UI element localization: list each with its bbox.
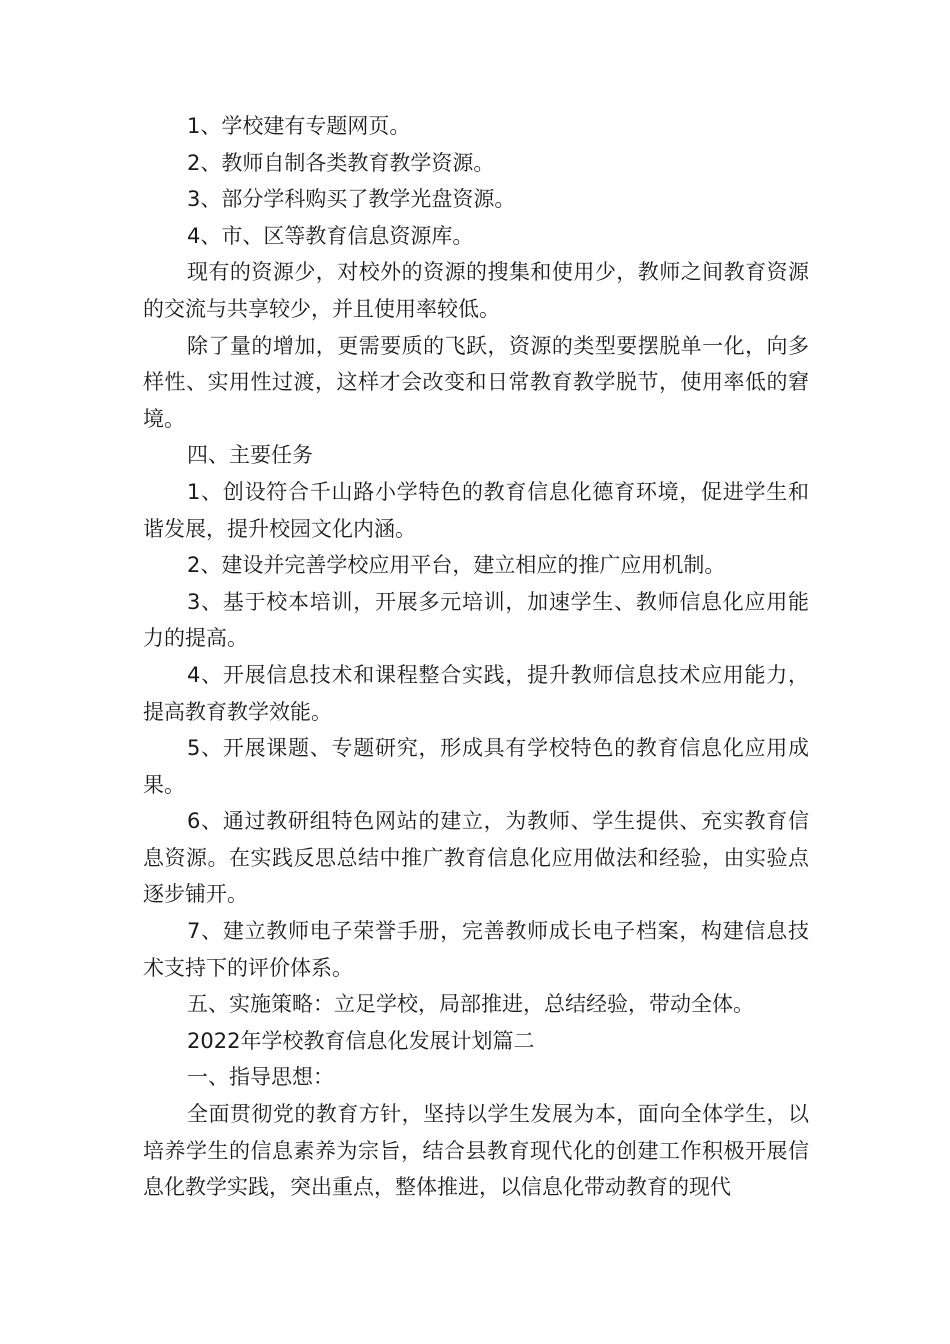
task-item-4: 4、开展信息技术和课程整合实践，提升教师信息技术应用能力，提高教育教学效能。 <box>143 662 809 724</box>
task-item-1: 1、创设符合千山路小学特色的教育信息化德育环境，促进学生和谐发展，提升校园文化内涵。 <box>143 479 809 541</box>
document-body <box>143 108 809 1206</box>
task-item-7: 7、建立教师电子荣誉手册，完善教师成长电子档案，构建信息技术支持下的评价体系。 <box>143 919 809 980</box>
list-item-4: 4、市、区等教育信息资源库。 <box>187 223 474 248</box>
task-item-6: 6、通过教研组特色网站的建立，为教师、学生提供、充实教育信息资源。在实践反思总结中推广教育信息化应用做法和经验，由实验点逐步铺开。 <box>143 809 809 907</box>
list-item-2: 2、教师自制各类教育教学资源。 <box>187 150 495 175</box>
paragraph-resource-improvement: 除了量的增加，更需要质的飞跃，资源的类型要摆脱单一化，向多样性、实用性过渡，这样才会改变和日常教育教学脱节，使用率低的窘境。 <box>143 333 809 431</box>
section-heading-guiding-thought: 一、指导思想： <box>187 1065 334 1090</box>
list-item-3: 3、部分学科购买了教学光盘资源。 <box>187 187 516 212</box>
task-item-3: 3、基于校本培训，开展多元培训，加速学生、教师信息化应用能力的提高。 <box>143 589 809 651</box>
list-item-1: 1、学校建有专题网页。 <box>187 114 411 138</box>
document-subtitle: 2022年学校教育信息化发展计划篇二 <box>187 1028 535 1053</box>
section-heading-strategy: 五、实施策略：立足学校，局部推进，总结经验，带动全体。 <box>187 992 754 1017</box>
task-item-5: 5、开展课题、专题研究，形成具有学校特色的教育信息化应用成果。 <box>143 736 809 797</box>
paragraph-guiding-thought: 全面贯彻党的教育方针，坚持以学生发展为本，面向全体学生，以培养学生的信息素养为宗旨，结合县教育现代化的创建工作积极开展信息化教学实践，突出重点，整体推进，以信息化带动教育的现代 <box>143 1102 809 1200</box>
task-item-2: 2、建设并完善学校应用平台，建立相应的推广应用机制。 <box>187 553 726 578</box>
section-heading-main-tasks: 四、主要任务 <box>187 443 313 468</box>
paragraph-resource-status: 现有的资源少，对校外的资源的搜集和使用少，教师之间教育资源的交流与共享较少，并且使用率较低。 <box>143 260 809 321</box>
